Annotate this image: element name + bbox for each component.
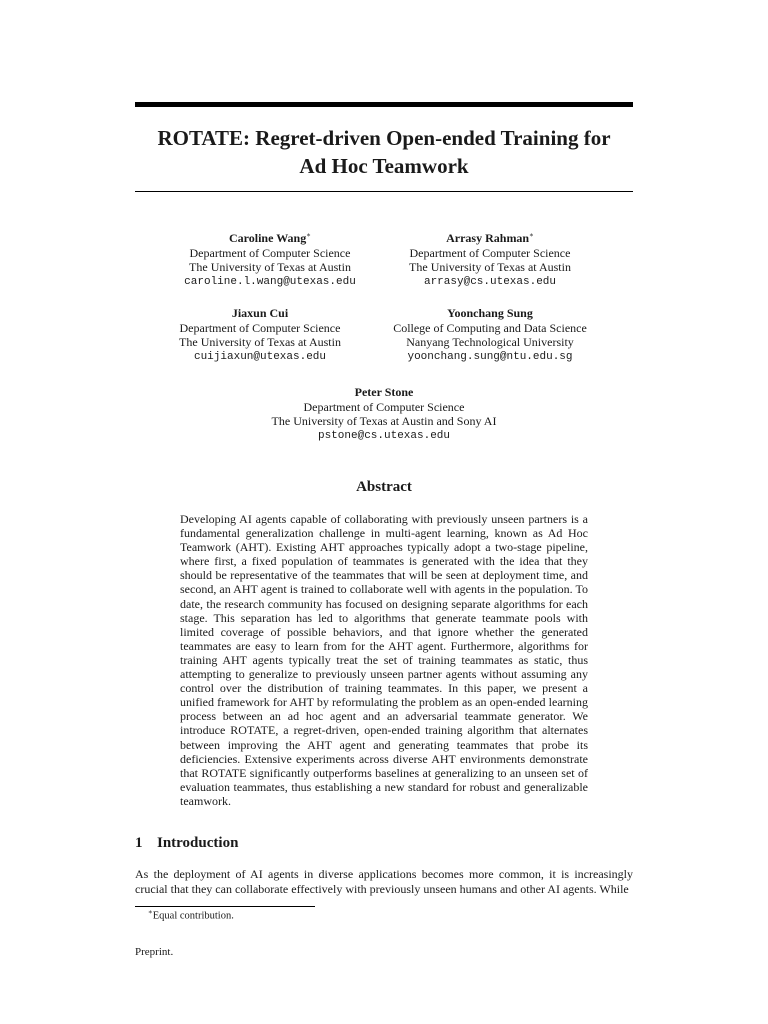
author-block-5: [234, 385, 534, 443]
section-number: 1: [135, 835, 143, 851]
author-block-3: [160, 306, 360, 364]
author-name-text: Caroline Wang: [228, 231, 307, 245]
paper-title-line-2: Ad Hoc Teamwork: [299, 154, 469, 178]
author-affiliation: The University of Texas at Austin: [189, 260, 351, 275]
paper-title: [135, 124, 633, 180]
section-title: Introduction: [157, 835, 239, 851]
author-name: [160, 306, 360, 321]
author-name: [380, 306, 600, 321]
author-email[interactable]: yoonchang.sung@ntu.edu.sg: [407, 350, 573, 363]
author-department: Department of Computer Science: [189, 245, 351, 260]
author-name: [390, 228, 590, 246]
author-name-text: Peter Stone: [354, 385, 414, 399]
author-email[interactable]: caroline.l.wang@utexas.edu: [184, 275, 356, 288]
title-rule-bottom: [135, 191, 633, 192]
author-block-4: [380, 306, 600, 364]
author-affiliation: The University of Texas at Austin and Sony AI: [271, 414, 497, 429]
author-department: Department of Computer Science: [179, 320, 341, 335]
section-heading-introduction: [135, 835, 238, 852]
author-department: Department of Computer Science: [303, 399, 465, 414]
preprint-label: Preprint.: [135, 946, 174, 958]
equal-contribution-mark: ∗: [306, 231, 311, 239]
author-name-text: Arrasy Rahman: [446, 231, 530, 245]
abstract-text: Developing AI agents capable of collaborating with previously unseen partners is a fundamental generalization challenge in multi-agent learning, known as Ad Hoc Teamwork (AHT). Existing AHT approaches typically adopt a two-stage pipeline, where first, a fixed population of teammates is generated with the idea that they should be representative of the teammates that will be seen at deployment time, and second, an AHT agent is trained to collaborate well with agents in the population. To date, the research community has focused on designing separate algorithms for each stage. This separation has led to algorithms that generate teammate pools with limited coverage of possible behaviors, and that ignore whether the generated teammates are easy to learn from for the AHT agent. Furthermore, algorithms for training AHT agents typically treat the set of training teammates as static, thus attempting to generalize to previously unseen partner agents without assuming any control over the distribution of training teammates. In this paper, we present a unified framework for AHT by reformulating the problem as an open-ended learning process between an ad hoc agent and an adversarial teammate generator. We introduce ROTATE, a regret-driven, open-ended training algorithm that alternates between improving the AHT agent and generating teammates that probe its deficiencies. Extensive experiments across diverse AHT environments demonstrate that ROTATE significantly outperforms baselines at generalizing to an unseen set of evaluation teammates, thus establishing a new standard for robust and generalizable teamwork.: [180, 512, 588, 808]
author-affiliation: The University of Texas at Austin: [409, 260, 571, 275]
author-department: College of Computing and Data Science: [393, 320, 587, 335]
author-email[interactable]: arrasy@cs.utexas.edu: [423, 275, 557, 288]
author-email[interactable]: cuijiaxun@utexas.edu: [193, 350, 327, 363]
author-affiliation: Nanyang Technological University: [406, 335, 574, 350]
footnote-text: Equal contribution.: [152, 910, 234, 922]
footnote-mark: ∗: [148, 908, 153, 916]
author-department: Department of Computer Science: [409, 245, 571, 260]
author-name-text: Jiaxun Cui: [231, 306, 289, 320]
author-email[interactable]: pstone@cs.utexas.edu: [317, 429, 451, 442]
author-name: [170, 228, 370, 246]
paper-title-line-1: ROTATE: Regret-driven Open-ended Training for: [157, 126, 611, 150]
author-name: [234, 385, 534, 400]
equal-contribution-mark: ∗: [529, 231, 534, 239]
author-affiliation: The University of Texas at Austin: [179, 335, 341, 350]
author-block-1: [170, 228, 370, 289]
author-block-2: [390, 228, 590, 289]
title-rule-top: [135, 102, 633, 107]
author-name-text: Yoonchang Sung: [447, 306, 533, 320]
abstract-heading: Abstract: [356, 479, 412, 495]
footnote: [148, 908, 234, 922]
introduction-text: As the deployment of AI agents in diverse applications becomes more common, it is increasingly crucial that they can collaborate effectively with previously unseen humans and other AI agents. While: [135, 867, 633, 896]
footnote-rule: [135, 906, 315, 907]
